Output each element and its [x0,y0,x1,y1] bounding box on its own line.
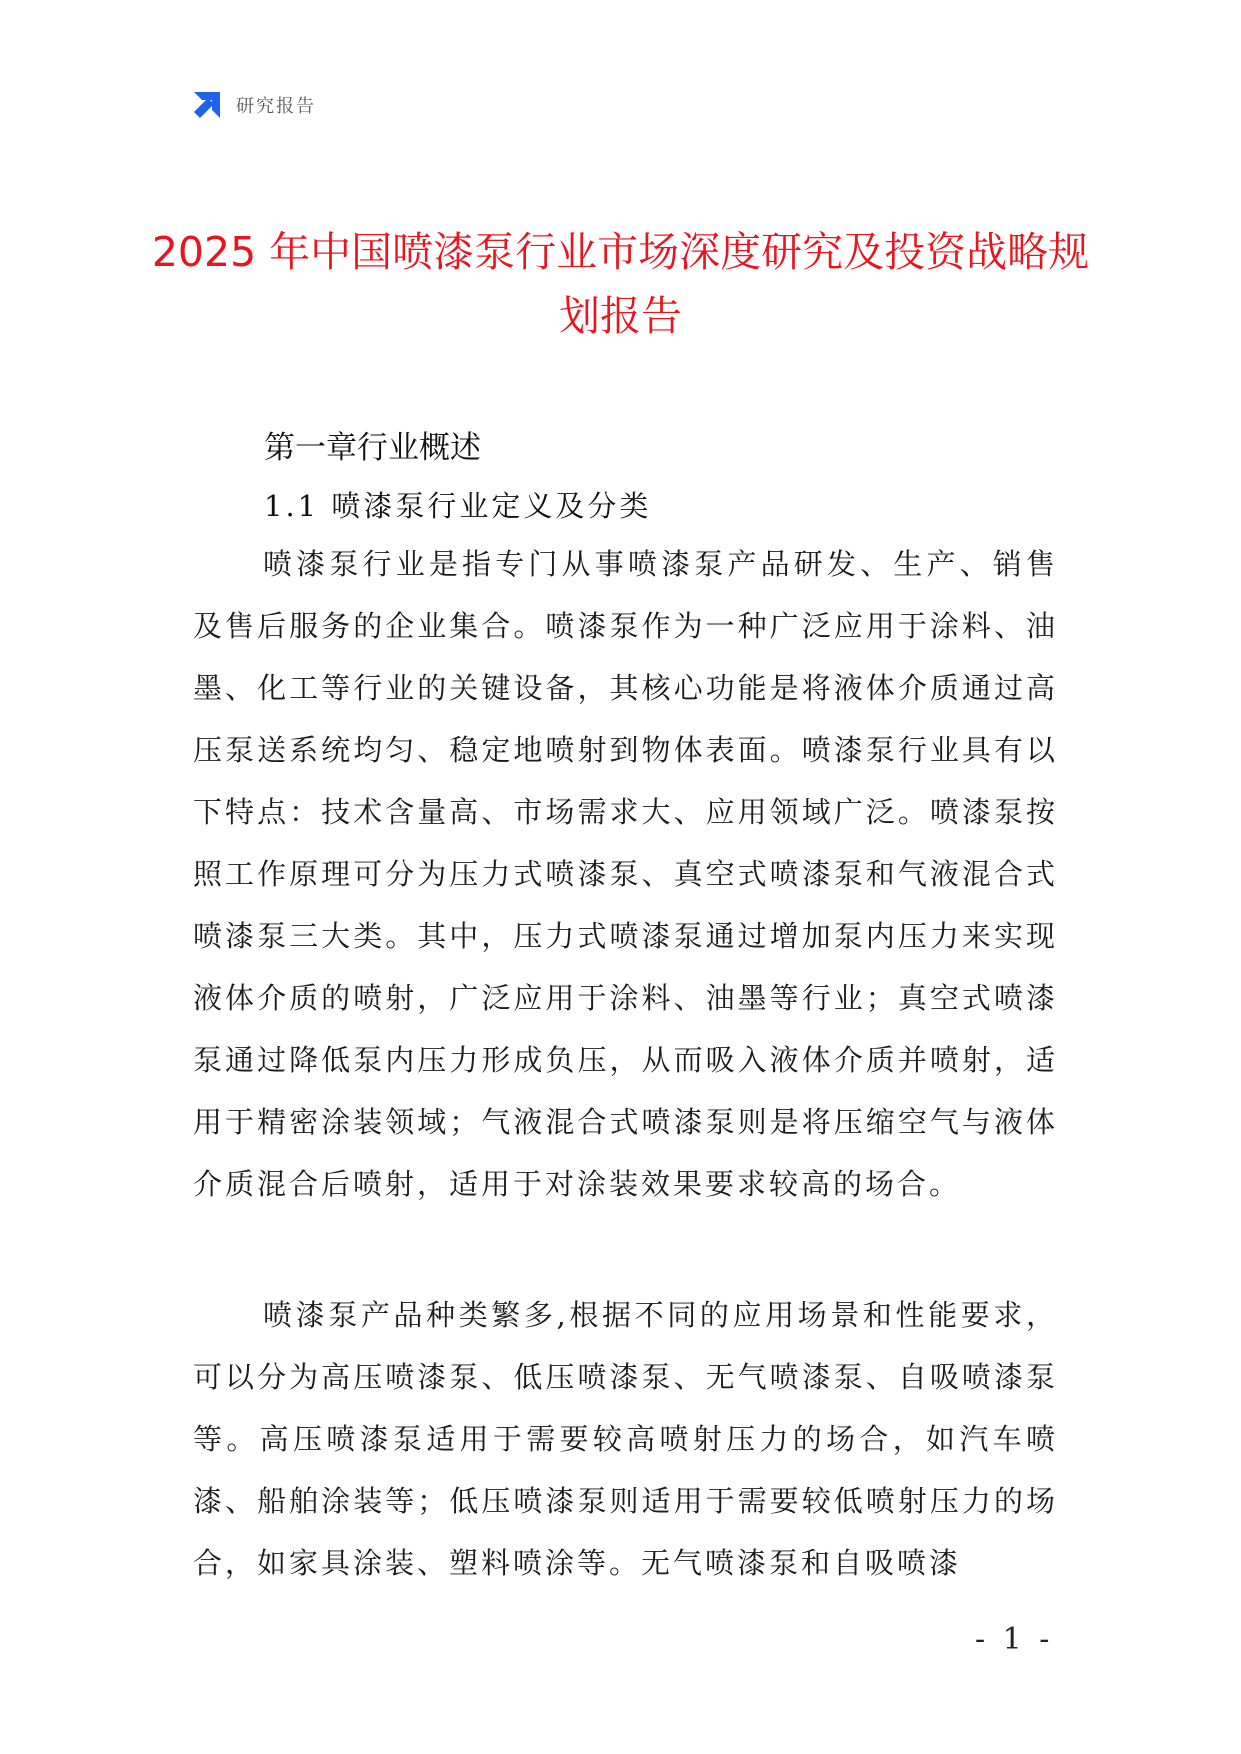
arrow-up-right-icon [190,88,224,122]
header-label: 研究报告 [236,96,316,117]
body-paragraph-1: 喷漆泵行业是指专门从事喷漆泵产品研发、生产、销售及售后服务的企业集合。喷漆泵作为一种广泛应用于涂料、油墨、化工等行业的关键设备，其核心功能是将液体介质通过高压泵送系统均匀、稳定地喷射到物体表面。喷漆泵行业具有以下特点：技术含量高、市场需求大、应用领域广泛。喷漆泵按照工作原理可分为压力式喷漆泵、真空式喷漆泵和气液混合式喷漆泵三大类。其中，压力式喷漆泵通过增加泵内压力来实现液体介质的喷射，广泛应用于涂料、油墨等行业；真空式喷漆泵通过降低泵内压力形成负压，从而吸入液体介质并喷射，适用于精密涂装领域；气液混合式喷漆泵则是将压缩空气与液体介质混合后喷射，适用于对涂装效果要求较高的场合。 [193,547,1058,1201]
body-paragraph-2: 喷漆泵产品种类繁多,根据不同的应用场景和性能要求，可以分为高压喷漆泵、低压喷漆泵、无气喷漆泵、自吸喷漆泵等。高压喷漆泵适用于需要较高喷射压力的场合，如汽车喷漆、船舶涂装等；低压喷漆泵则适用于需要较低喷射压力的场合，如家具涂装、塑料喷涂等。无气喷漆泵和自吸喷漆 [193,1298,1058,1580]
page-number: - 1 - [975,1622,1054,1657]
report-header [190,88,316,122]
chapter-heading: 第一章行业概述 [264,430,481,466]
document-title: 2025 年中国喷漆泵行业市场深度研究及投资战略规划报告 [151,228,1090,340]
section-heading: 1.1 喷漆泵行业定义及分类 [264,489,652,523]
